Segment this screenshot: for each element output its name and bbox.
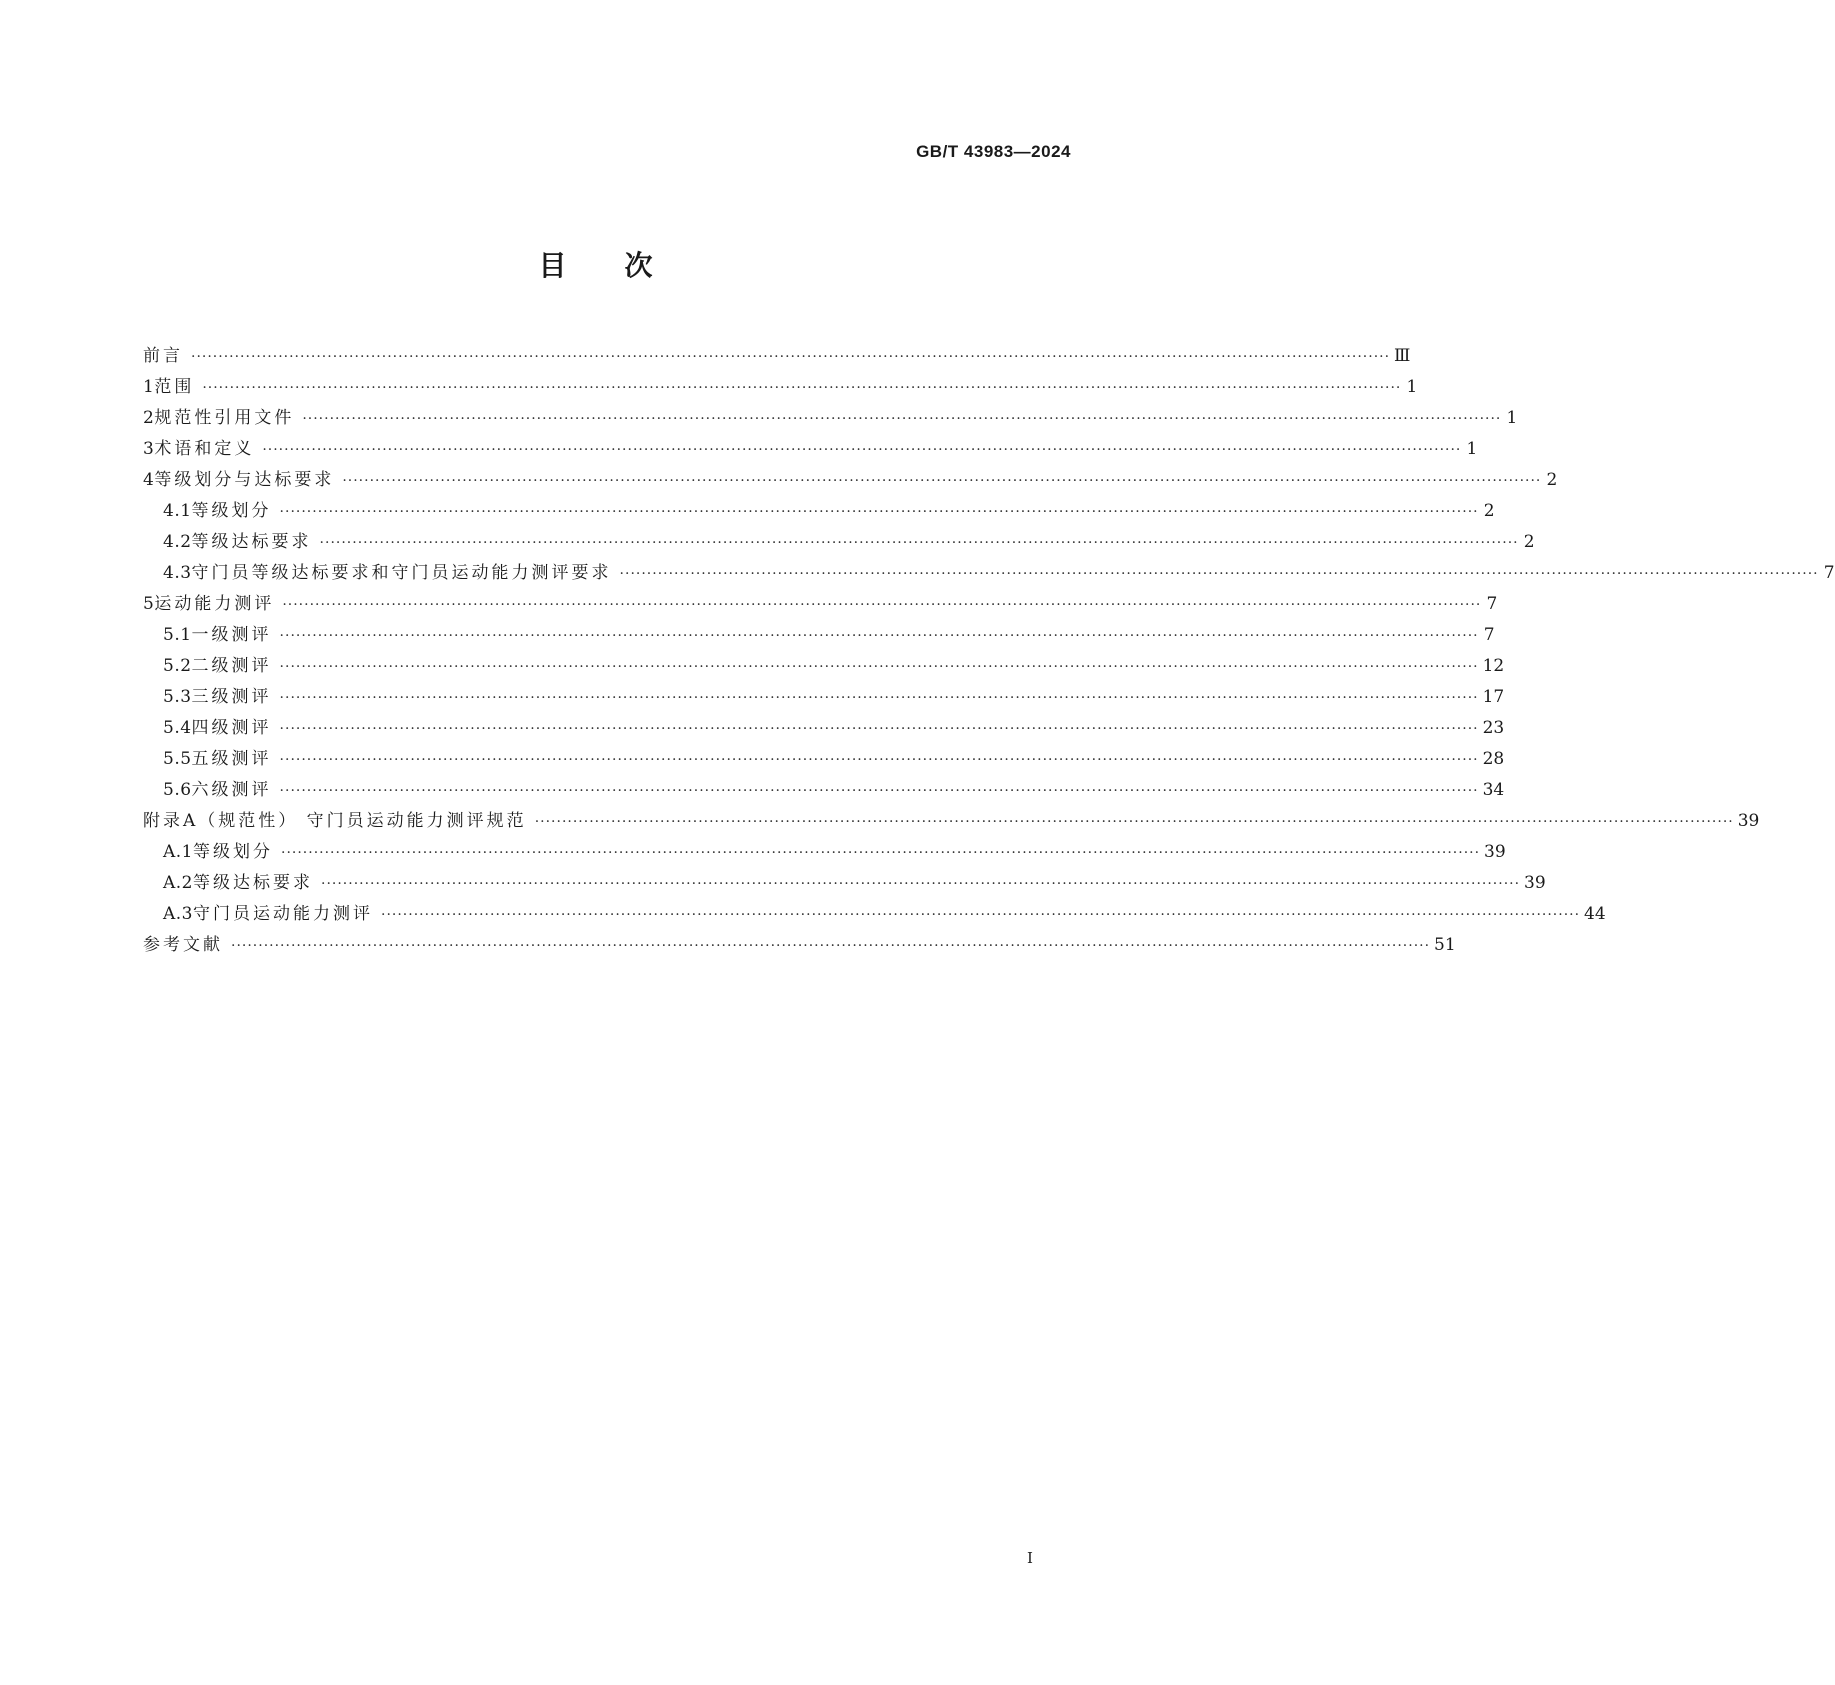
toc-entry[interactable] bbox=[143, 620, 1495, 651]
toc-entry[interactable] bbox=[143, 465, 1558, 496]
toc-entry-number: 5.4 bbox=[163, 718, 192, 738]
toc-leader-dots: ···························································································································································································································· bbox=[342, 473, 1542, 489]
toc-entry-number: A.1 bbox=[163, 842, 193, 862]
standard-number: GB/T 43983—2024 bbox=[916, 142, 1071, 161]
toc-title: 目次 bbox=[538, 249, 711, 282]
toc-entry[interactable] bbox=[143, 713, 1505, 744]
toc-entry[interactable] bbox=[143, 930, 1456, 961]
toc-entry-number: 5 bbox=[143, 594, 155, 614]
toc-entry-number: 4.3 bbox=[163, 563, 192, 583]
toc-entry-label: 四级测评 bbox=[191, 718, 272, 738]
table-of-contents bbox=[143, 341, 1835, 961]
toc-entry-label: 等级达标要求 bbox=[193, 873, 313, 893]
toc-leader-dots: ···························································································································································································································· bbox=[191, 349, 1391, 365]
toc-entry[interactable] bbox=[143, 744, 1505, 775]
toc-leader-dots: ···························································································································································································································· bbox=[279, 659, 1479, 675]
toc-entry-page: 7 bbox=[1483, 625, 1495, 645]
toc-leader-dots: ···························································································································································································································· bbox=[619, 566, 1819, 582]
toc-leader-dots: ···························································································································································································································· bbox=[321, 876, 1521, 892]
toc-entry-page: 39 bbox=[1524, 873, 1546, 893]
toc-entry-label: 术语和定义 bbox=[154, 439, 255, 459]
toc-leader-dots: ···························································································································································································································· bbox=[279, 783, 1479, 799]
toc-entry-page: 39 bbox=[1737, 811, 1760, 831]
toc-entry[interactable] bbox=[143, 434, 1478, 465]
toc-leader-dots: ···························································································································································································································· bbox=[534, 814, 1734, 830]
toc-entry[interactable] bbox=[143, 527, 1535, 558]
toc-entry-page: Ⅲ bbox=[1394, 346, 1411, 366]
toc-entry-label: 规范性引用文件 bbox=[154, 408, 295, 428]
toc-entry-page: 2 bbox=[1483, 501, 1495, 521]
toc-entry-number: 4 bbox=[143, 470, 155, 490]
toc-entry[interactable] bbox=[143, 868, 1546, 899]
toc-entry-page: 17 bbox=[1482, 687, 1505, 707]
toc-leader-dots: ···························································································································································································································· bbox=[282, 597, 1482, 613]
toc-entry-label: 范围 bbox=[154, 377, 195, 397]
toc-leader-dots: ···························································································································································································································· bbox=[262, 442, 1462, 458]
toc-leader-dots: ···························································································································································································································· bbox=[279, 721, 1479, 737]
toc-entry-page: 1 bbox=[1506, 408, 1518, 428]
toc-entry-label: 三级测评 bbox=[191, 687, 272, 707]
toc-entry-label: 一级测评 bbox=[191, 625, 272, 645]
toc-entry-label: 守门员等级达标要求和守门员运动能力测评要求 bbox=[191, 563, 612, 583]
toc-entry-label: 等级达标要求 bbox=[191, 532, 312, 552]
toc-entry-number: A.3 bbox=[163, 904, 193, 924]
toc-leader-dots: ···························································································································································································································· bbox=[279, 690, 1479, 706]
toc-entry-page: 51 bbox=[1434, 935, 1456, 955]
toc-entry-number: A.2 bbox=[163, 873, 193, 893]
toc-entry-label: 运动能力测评 bbox=[154, 594, 275, 614]
toc-entry-label: 六级测评 bbox=[191, 780, 272, 800]
toc-leader-dots: ···························································································································································································································· bbox=[302, 411, 1502, 427]
toc-entry[interactable] bbox=[143, 589, 1498, 620]
toc-entry-number: 5.5 bbox=[163, 749, 192, 769]
toc-entry[interactable] bbox=[143, 341, 1411, 372]
toc-leader-dots: ···························································································································································································································· bbox=[279, 752, 1479, 768]
toc-entry-number: 1 bbox=[143, 377, 155, 397]
toc-entry-page: 34 bbox=[1482, 780, 1505, 800]
toc-entry-number: 4.2 bbox=[163, 532, 192, 552]
toc-entry-page: 39 bbox=[1484, 842, 1506, 862]
toc-entry-label: 附录A（规范性） 守门员运动能力测评规范 bbox=[143, 811, 527, 831]
toc-entry-page: 7 bbox=[1823, 563, 1835, 583]
toc-entry-number: 5.6 bbox=[163, 780, 192, 800]
toc-entry-label: 等级划分 bbox=[191, 501, 272, 521]
toc-entry[interactable] bbox=[143, 372, 1418, 403]
toc-entry[interactable] bbox=[143, 403, 1518, 434]
toc-entry-label: 二级测评 bbox=[191, 656, 272, 676]
toc-entry-label: 守门员运动能力测评 bbox=[193, 904, 373, 924]
toc-entry[interactable] bbox=[143, 682, 1505, 713]
toc-entry[interactable] bbox=[143, 496, 1495, 527]
toc-entry-page: 23 bbox=[1482, 718, 1505, 738]
toc-entry[interactable] bbox=[143, 651, 1505, 682]
toc-leader-dots: ···························································································································································································································· bbox=[279, 628, 1479, 644]
toc-entry[interactable] bbox=[143, 775, 1505, 806]
toc-entry-number: 5.3 bbox=[163, 687, 192, 707]
toc-entry-page: 1 bbox=[1466, 439, 1478, 459]
toc-entry-page: 28 bbox=[1482, 749, 1505, 769]
toc-entry-label: 等级划分与达标要求 bbox=[154, 470, 335, 490]
toc-entry-number: 5.2 bbox=[163, 656, 192, 676]
page-number: I bbox=[1027, 1549, 1033, 1567]
toc-entry-page: 7 bbox=[1486, 594, 1498, 614]
toc-entry-label: 等级划分 bbox=[193, 842, 273, 862]
toc-leader-dots: ···························································································································································································································· bbox=[202, 380, 1402, 396]
toc-entry[interactable] bbox=[143, 806, 1760, 837]
toc-entry-page: 1 bbox=[1406, 377, 1418, 397]
toc-entry-label: 五级测评 bbox=[191, 749, 272, 769]
toc-leader-dots: ···························································································································································································································· bbox=[279, 504, 1479, 520]
toc-entry-number: 5.1 bbox=[163, 625, 192, 645]
toc-entry-page: 12 bbox=[1482, 656, 1505, 676]
toc-entry-number: 2 bbox=[143, 408, 155, 428]
toc-entry-number: 4.1 bbox=[163, 501, 192, 521]
toc-entry-page: 2 bbox=[1546, 470, 1558, 490]
toc-entry-number: 3 bbox=[143, 439, 155, 459]
toc-entry[interactable] bbox=[143, 899, 1606, 930]
toc-leader-dots: ···························································································································································································································· bbox=[281, 845, 1481, 861]
toc-leader-dots: ···························································································································································································································· bbox=[319, 535, 1519, 551]
toc-entry-label: 参考文献 bbox=[143, 935, 223, 955]
toc-leader-dots: ···························································································································································································································· bbox=[381, 907, 1581, 923]
toc-entry[interactable] bbox=[143, 558, 1835, 589]
toc-entry-label: 前言 bbox=[143, 346, 183, 366]
toc-entry-page: 44 bbox=[1584, 904, 1606, 924]
toc-leader-dots: ···························································································································································································································· bbox=[231, 938, 1431, 954]
toc-entry[interactable] bbox=[143, 837, 1506, 868]
toc-entry-page: 2 bbox=[1523, 532, 1535, 552]
